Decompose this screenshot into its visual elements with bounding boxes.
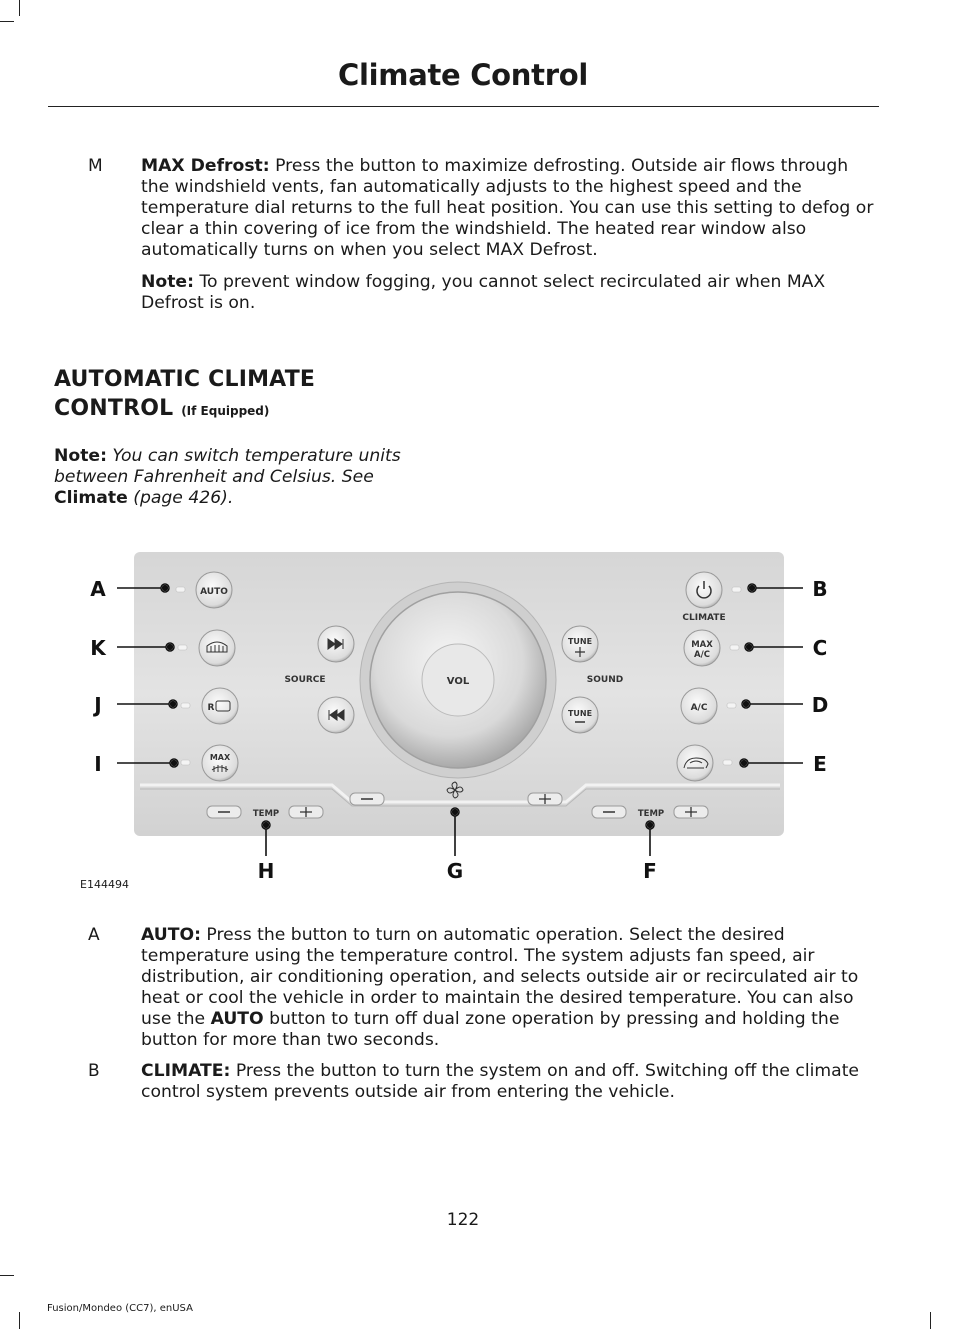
sound-label: SOUND [586,675,624,685]
tune-down-button[interactable] [562,697,598,733]
climate-label: CLIMATE [682,613,726,623]
max-defrost-label: MAX [209,753,231,762]
callout-f: F [643,859,657,883]
note-units [54,446,444,509]
note-page-ref: (page 426). [127,488,234,508]
crop-mark [0,21,14,22]
figure-code: E144494 [80,878,129,891]
seek-prev-button[interactable] [318,697,354,733]
rear-defrost-button[interactable] [202,688,238,724]
entry-auto [88,925,878,1051]
callout-j: J [94,693,102,717]
entry-text: Press the button to turn the system on and off. Switching off the climate control system prevents outside air from entering the vehicle. [141,1061,860,1102]
callout-e: E [813,752,827,776]
fan-increase-button[interactable] [528,793,562,805]
entry-max-defrost [88,156,878,261]
note-window-fogging [141,272,876,314]
entry-label: CLIMATE: [141,1061,231,1081]
temp-left-increase-button[interactable] [289,806,323,818]
crop-mark [19,1312,20,1329]
auto-button[interactable] [196,572,232,608]
entry-body [141,925,878,1051]
entry-body [141,156,878,261]
temp-left-label: TEMP [252,809,280,819]
page-number: 122 [446,1210,480,1230]
source-label: SOURCE [284,675,326,685]
ac-button[interactable] [681,688,717,724]
callout-a: A [90,577,106,601]
callout-c: C [812,636,828,660]
entry-text: Press the button to maximize defrosting. Outside air flows through the windshield vents, fan automatically adjusts to the highest speed and the temperature dial returns to the full heat position. You can use this setting to defog or clear a thin covering of ice from the windshield. The heated rear window also automatically turns on when you select MAX Defrost. [141,156,874,260]
entry-text: button to turn off dual zone operation by pressing and holding the button for more than two seconds. [141,1009,840,1050]
note-text: To prevent window fogging, you cannot select recirculated air when MAX Defrost is on. [141,272,826,313]
tune-up-label: TUNE [567,637,593,646]
climate-panel-diagram [60,540,860,900]
entry-inline-bold: AUTO [210,1009,264,1029]
entry-label: AUTO: [141,925,201,945]
vol-label: VOL [446,676,470,687]
entry-letter: A [88,925,100,945]
section-qualifier: (If Equipped) [181,404,270,418]
callout-g: G [446,859,464,883]
temp-right-increase-button[interactable] [674,806,708,818]
crop-mark [0,1275,14,1276]
max-ac-label-1: MAX [691,640,713,650]
tune-down-label: TUNE [567,709,593,718]
auto-label: AUTO [200,587,228,597]
ac-label: A/C [690,703,708,713]
recirculation-button[interactable] [677,745,713,781]
entry-text: Press the button to turn on automatic operation. Select the desired temperature using the temperature control. The system adjusts fan speed, air distribution, air conditioning operation, and selects outside air or recirculated air to heat or cool the vehicle in order to maintain the desired temperature. You can also use the [141,925,859,1029]
section-title-line1: AUTOMATIC CLIMATE [54,367,316,392]
section-title [54,365,315,426]
crop-mark [19,0,20,16]
callout-b: B [812,577,828,601]
entry-letter: B [88,1061,100,1081]
callout-k: K [90,636,106,660]
max-ac-button[interactable] [684,630,720,666]
section-title-line2: CONTROL [54,396,174,421]
entry-letter: M [88,156,103,176]
temp-right-decrease-button[interactable] [592,806,626,818]
note-text: You can switch temperature units between Fahrenheit and Celsius. See [54,446,401,487]
entry-climate [88,1061,878,1103]
climate-link[interactable]: Climate [54,488,128,508]
fan-decrease-button[interactable] [350,793,384,805]
crop-mark [930,1312,931,1329]
callout-h: H [257,859,275,883]
temp-right-label: TEMP [637,809,665,819]
note-label: Note: [54,446,107,466]
front-defrost-button[interactable] [199,630,235,666]
note-label: Note: [141,272,194,292]
temp-left-decrease-button[interactable] [207,806,241,818]
entry-body [141,1061,878,1103]
page-title: Climate Control [338,58,588,92]
seek-next-button[interactable] [318,626,354,662]
callout-i: I [94,752,102,776]
title-divider [48,106,879,107]
rear-defrost-label: R [207,703,215,713]
max-ac-label-2: A/C [694,650,710,660]
callout-d: D [811,693,829,717]
document-id: Fusion/Mondeo (CC7), enUSA [47,1303,193,1314]
climate-power-button[interactable] [686,572,722,608]
entry-label: MAX Defrost: [141,156,270,176]
tune-up-button[interactable] [562,626,598,662]
max-defrost-button[interactable] [202,745,238,781]
